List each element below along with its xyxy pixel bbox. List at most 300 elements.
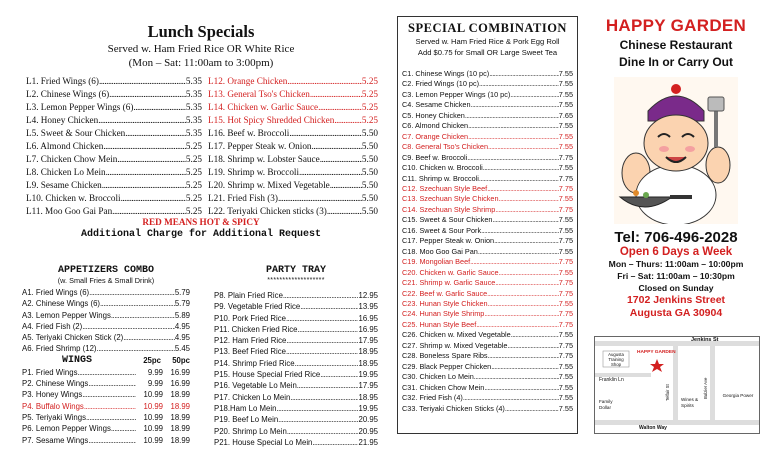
menu-item (214, 346, 378, 357)
menu-item-name: C21. Shrimp w. Garlic Sauce (402, 278, 496, 288)
menu-item-leader (133, 101, 186, 114)
menu-item-name: C10. Chicken w. Broccoli (402, 163, 483, 173)
dine-in-carry-out: Dine In or Carry Out (618, 55, 734, 69)
map-happy-garden: HAPPY GARDEN (637, 350, 676, 355)
menu-item-name: L12. Orange Chicken (208, 76, 288, 86)
menu-item-name: L11. Moo Goo Gai Pan (26, 206, 113, 216)
menu-item-name: A6. Fried Shrimp (12) (22, 344, 97, 354)
menu-item (402, 341, 573, 351)
menu-item-name: P21. House Special Lo Mein (214, 437, 313, 447)
map-franklin-ln: Franklin Ln (599, 377, 624, 383)
menu-item-leader (283, 290, 359, 301)
menu-item-leader (88, 435, 136, 446)
menu-item-price: 10.99 (143, 435, 163, 445)
menu-item (402, 362, 573, 372)
menu-item-leader (290, 392, 358, 403)
menu-item-price: 7.55 (558, 142, 573, 152)
open-days: Open 6 Days a Week (619, 246, 733, 258)
menu-item-name: L19. Shrimp w. Broccoli (208, 167, 300, 177)
special-combination-section (397, 16, 578, 434)
menu-item (208, 114, 378, 127)
menu-item-price: 7.55 (558, 163, 573, 173)
menu-item-price: 7.75 (558, 173, 573, 183)
menu-item (22, 310, 190, 321)
menu-item-name: L9. Sesame Chicken (26, 180, 102, 190)
menu-item (402, 194, 573, 204)
menu-item (402, 404, 573, 414)
menu-item (402, 351, 573, 361)
street-address: 1702 Jenkins Street (626, 294, 726, 306)
menu-item-name: C33. Teriyaki Chicken Sticks (4) (402, 403, 505, 413)
closed-sunday: Closed on Sunday (638, 283, 714, 293)
menu-item (402, 299, 573, 309)
menu-item-leader (510, 90, 559, 100)
menu-item-price: 10.99 (143, 401, 163, 411)
menu-item-name: P13. Beef Fried Rice (214, 347, 286, 357)
menu-item (214, 369, 378, 380)
menu-item-price: 7.55 (558, 382, 573, 392)
menu-item (208, 166, 378, 179)
brand-section (590, 16, 762, 320)
menu-item-name: P11. Chicken Fried Rice (214, 324, 298, 334)
menu-item (402, 69, 573, 79)
menu-item-leader (505, 404, 559, 414)
menu-item (208, 140, 378, 153)
menu-item (214, 313, 378, 324)
menu-item-leader (109, 88, 186, 101)
menu-item-leader (491, 362, 559, 372)
menu-item-price: 7.55 (558, 372, 573, 382)
menu-item (214, 335, 378, 346)
map-augusta-training: Augusta Training Shop (608, 352, 624, 367)
telephone: Tel: 706-496-2028 (614, 229, 738, 246)
menu-item-price: 5.89 (174, 310, 190, 320)
menu-item-leader (489, 69, 559, 79)
menu-item-price: 5.79 (174, 299, 190, 309)
menu-item-leader (492, 215, 558, 225)
menu-item-price: 7.55 (558, 393, 573, 403)
menu-item-leader (470, 257, 559, 267)
menu-item-price: 5.35 (185, 128, 202, 138)
appetizers-list (22, 287, 190, 355)
red-means-hot-note: RED MEANS HOT & SPICY (142, 217, 260, 227)
menu-item-leader (312, 140, 362, 153)
menu-item-name: P6. Lemon Pepper Wings (22, 424, 111, 434)
map-georgia-power: Georgia Power (722, 393, 754, 398)
menu-item-name: L15. Hot Spicy Shredded Chicken (208, 115, 335, 125)
menu-item-name: P14. Shrimp Fried Rice (214, 358, 295, 368)
menu-item-leader (111, 310, 175, 321)
menu-item-name: L1. Fried Wings (6) (26, 76, 99, 86)
menu-item-leader (318, 101, 362, 114)
menu-item-price: 5.50 (361, 154, 378, 164)
menu-item-leader (278, 192, 362, 205)
menu-item-price: 5.45 (174, 344, 190, 354)
menu-item-name: A3. Lemon Pepper Wings (22, 310, 111, 320)
menu-item (402, 320, 573, 330)
menu-item-price: 18.99 (170, 390, 190, 400)
menu-item-price: 7.75 (558, 309, 573, 319)
menu-item (402, 236, 573, 246)
menu-item-leader (463, 393, 559, 403)
menu-item (214, 437, 378, 448)
menu-item (22, 389, 190, 400)
menu-item-leader (103, 140, 186, 153)
menu-item-name: L8. Chicken Lo Mein (26, 167, 106, 177)
menu-item-name: A2. Chinese Wings (6) (22, 299, 100, 309)
menu-item-leader (102, 179, 186, 192)
menu-item-name: P16. Vegetable Lo Mein (214, 381, 297, 391)
menu-item-leader (97, 343, 175, 354)
menu-item (402, 163, 573, 173)
menu-item (402, 121, 573, 131)
menu-item (22, 321, 190, 332)
menu-item-name: P7. Sesame Wings (22, 435, 89, 445)
menu-item-leader (484, 383, 558, 393)
menu-item-price: 5.50 (361, 193, 378, 203)
menu-item (22, 435, 190, 446)
additional-charge-note: Additional Charge for Additional Request (80, 229, 322, 240)
menu-item-price: 7.75 (558, 351, 573, 361)
hours-mon-thu: Mon – Thurs: 11:00am – 10:00pm (608, 259, 744, 269)
menu-item (26, 179, 202, 192)
menu-item-name: C19. Mongolian Beef (402, 257, 471, 267)
menu-item-leader (286, 335, 358, 346)
menu-item-name: P12. Ham Fried Rice (214, 336, 287, 346)
menu-item-name: L22. Teriyaki Chicken sticks (3) (208, 206, 327, 216)
menu-item-name: P3. Honey Wings (22, 390, 83, 400)
menu-item-leader (121, 192, 186, 205)
menu-item-leader (98, 114, 186, 127)
special-served-with: Served w. Ham Fried Rice & Pork Egg Roll (415, 37, 560, 46)
menu-item-price: 7.55 (558, 194, 573, 204)
menu-item-price: 5.35 (185, 115, 202, 125)
wings-title: WINGS (61, 354, 92, 366)
menu-item-name: L14. Chicken w. Garlic Sauce (208, 102, 319, 112)
menu-item-leader (299, 166, 362, 179)
menu-item (402, 383, 573, 393)
menu-item-price: 10.99 (143, 390, 163, 400)
menu-item-leader (320, 369, 358, 380)
menu-item-leader (499, 194, 559, 204)
menu-item-name: C15. Sweet & Sour Chicken (402, 215, 493, 225)
hours-fri-sat: Fri – Sat: 11:00am – 10:30pm (617, 271, 735, 281)
menu-item-price: 17.95 (358, 381, 378, 391)
menu-item-leader (82, 321, 175, 332)
menu-item-price: 18.99 (170, 401, 190, 411)
menu-item-leader (334, 114, 362, 127)
menu-item-price: 7.75 (558, 278, 573, 288)
lunch-left-column (26, 75, 202, 218)
menu-item (22, 378, 190, 389)
menu-item-name: L5. Sweet & Sour Chicken (26, 128, 126, 138)
menu-item-price: 7.55 (558, 330, 573, 340)
menu-item-leader (99, 75, 186, 88)
special-title: SPECIAL COMBINATION (408, 21, 567, 35)
menu-item-name: P20. Shrimp Lo Mein (214, 426, 287, 436)
map-family-dollar: Family Dollar (599, 399, 613, 410)
menu-item-price: 5.25 (361, 102, 378, 112)
menu-item-leader (286, 346, 359, 357)
menu-item-price: 5.50 (361, 167, 378, 177)
menu-item (26, 166, 202, 179)
menu-item-name: A1. Fried Wings (6) (22, 288, 90, 297)
menu-item-price: 9.99 (147, 367, 163, 377)
menu-item-price: 7.55 (558, 225, 573, 235)
menu-item (402, 79, 573, 89)
menu-item-name: C1. Chinese Wings (10 pc) (402, 69, 490, 78)
menu-item (208, 101, 378, 114)
party-tray-title: PARTY TRAY (265, 265, 326, 276)
map-walton-way: Walton Way (639, 425, 667, 431)
menu-item-price: 7.75 (558, 319, 573, 329)
menu-item (26, 140, 202, 153)
menu-item-name: C7. Orange Chicken (402, 131, 469, 141)
wings-25pc-label: 25pc (143, 355, 161, 365)
menu-item (26, 114, 202, 127)
menu-item (26, 192, 202, 205)
menu-item-price: 7.55 (558, 246, 573, 256)
menu-item-price: 20.95 (358, 415, 378, 425)
menu-item-name: L21. Fried Fish (3) (208, 193, 278, 203)
menu-item-name: L17. Pepper Steak w. Onion (208, 141, 312, 151)
menu-item-price: 7.75 (558, 204, 573, 214)
menu-item (402, 100, 573, 110)
menu-item-name: L6. Almond Chicken (26, 141, 104, 151)
lunch-served-with: Served w. Ham Fried Rice OR White Rice (107, 43, 295, 55)
menu-item (208, 88, 378, 101)
menu-item (402, 247, 573, 257)
menu-item-price: 7.75 (558, 257, 573, 267)
menu-item-leader (297, 380, 359, 391)
menu-item (402, 226, 573, 236)
menu-item (402, 184, 573, 194)
menu-item (22, 367, 190, 378)
menu-item-price: 5.50 (361, 180, 378, 190)
menu-item-name: C8. General Tso's Chicken (402, 142, 489, 152)
menu-item-price: 16.99 (170, 379, 190, 389)
menu-item-price: 7.75 (558, 152, 573, 162)
menu-item-leader (310, 88, 362, 101)
menu-item-name: A4. Fried Fish (2) (22, 321, 83, 331)
menu-item-leader (495, 278, 559, 288)
menu-item-price: 5.50 (361, 128, 378, 138)
menu-item-price: 20.95 (358, 426, 378, 436)
menu-item-leader (494, 236, 559, 246)
menu-item-leader (465, 111, 559, 121)
menu-item-price: 10.99 (143, 424, 163, 434)
menu-item-leader (125, 127, 186, 140)
special-combination-list (402, 69, 573, 414)
menu-item-price: 7.55 (558, 403, 573, 413)
menu-item-name: L7. Chicken Chow Mein (26, 154, 118, 164)
menu-item-price: 17.95 (358, 336, 378, 346)
menu-item-leader (478, 247, 559, 257)
menu-item (402, 90, 573, 100)
menu-item-price: 4.95 (174, 333, 190, 343)
menu-item-leader (88, 378, 136, 389)
menu-item-price: 19.95 (358, 370, 378, 380)
menu-item-price: 5.25 (361, 89, 378, 99)
menu-item (402, 330, 573, 340)
menu-item-name: P8. Plain Fried Rice (214, 291, 283, 300)
menu-item-name: P15. House Special Fried Rice (214, 370, 321, 380)
menu-item-leader (511, 330, 559, 340)
menu-item-name: C17. Pepper Steak w. Onion (402, 236, 495, 246)
menu-item-leader (330, 179, 362, 192)
lunch-title: Lunch Specials (147, 22, 255, 41)
map-wines-spirits: Wines & Spirits (681, 397, 699, 408)
menu-item-price: 7.55 (558, 121, 573, 131)
menu-item (402, 153, 573, 163)
lunch-specials-section (26, 22, 376, 218)
menu-item-name: C22. Beef w. Garlic Sauce (402, 288, 488, 298)
menu-item-leader (481, 226, 559, 236)
menu-item-price: 5.25 (185, 141, 202, 151)
menu-item-price: 5.50 (361, 141, 378, 151)
menu-item-name: L10. Chicken w. Broccoli (26, 193, 121, 203)
spicy-note (26, 217, 376, 240)
menu-item-leader (77, 367, 136, 378)
menu-item-price: 5.25 (185, 180, 202, 190)
menu-item (402, 257, 573, 267)
menu-item (22, 423, 190, 434)
menu-item (22, 332, 190, 343)
menu-item-leader (86, 412, 136, 423)
menu-item-price: 18.95 (358, 358, 378, 368)
menu-item-name: C5. Honey Chicken (402, 110, 465, 120)
menu-item-price: 7.65 (558, 110, 573, 120)
menu-item-leader (300, 301, 358, 312)
menu-item (26, 153, 202, 166)
menu-item-price: 21.95 (358, 437, 378, 447)
menu-item-name: C4. Sesame Chicken (402, 100, 471, 110)
menu-item-name: C31. Chicken Chow Mein (402, 382, 485, 392)
menu-item-leader (479, 174, 559, 184)
menu-item-name: P17. Chicken Lo Mein (214, 392, 291, 402)
appetizers-subtitle: (w. Small Fries & Small Drink) (57, 276, 155, 285)
menu-item (208, 179, 378, 192)
menu-item-price: 18.99 (170, 435, 190, 445)
menu-item-price: 5.25 (361, 76, 378, 86)
map-bolzier-ave: Bolzier Ave (703, 377, 708, 399)
menu-item-leader (488, 299, 559, 309)
menu-item-name: L20. Shrimp w. Mixed Vegetable (208, 180, 330, 190)
menu-item-name: C18. Moo Goo Gai Pan (402, 246, 478, 256)
menu-item-name: C26. Chicken w. Mixed Vegetable (402, 330, 511, 340)
menu-item (214, 426, 378, 437)
menu-item-leader (287, 75, 362, 88)
menu-item-price: 7.55 (558, 100, 573, 110)
menu-item-leader (82, 389, 136, 400)
menu-item-price: 5.35 (185, 89, 202, 99)
menu-item-name: C29. Black Pepper Chicken (402, 361, 492, 371)
menu-item-leader (320, 153, 362, 166)
menu-item-price: 7.55 (558, 89, 573, 99)
menu-item (22, 412, 190, 423)
menu-item-price: 16.99 (170, 367, 190, 377)
menu-item (214, 380, 378, 391)
menu-item (208, 153, 378, 166)
menu-item-price: 4.95 (174, 321, 190, 331)
menu-item-price: 7.55 (558, 361, 573, 371)
menu-item-name: C24. Hunan Style Shrimp (402, 309, 485, 319)
menu-item (402, 268, 573, 278)
menu-item (214, 301, 378, 312)
location-map (594, 336, 760, 434)
menu-item-leader (84, 401, 136, 412)
menu-item-price: 18.95 (358, 347, 378, 357)
menu-item-leader (295, 358, 359, 369)
menu-item-leader (479, 79, 559, 89)
city-address: Augusta GA 30904 (629, 307, 723, 319)
menu-item-name: L16. Beef w. Broccoli (208, 128, 290, 138)
menu-item-name: C16. Sweet & Sour Pork (402, 225, 482, 235)
menu-item (22, 343, 190, 354)
menu-item-price: 5.35 (185, 76, 202, 86)
menu-item-price: 7.55 (558, 131, 573, 141)
menu-item-name: P9. Vegetable Fried Rice (214, 302, 301, 312)
appetizers-title: APPETIZERS COMBO (57, 265, 154, 276)
menu-item-leader (468, 132, 559, 142)
menu-item (214, 358, 378, 369)
wings-header (22, 355, 190, 367)
menu-item-name: C2. Fried Wings (10 pc) (402, 79, 480, 89)
menu-item-leader (276, 403, 358, 414)
menu-item-price: 7.55 (558, 267, 573, 277)
menu-item-leader (117, 153, 186, 166)
menu-item-name: C28. Boneless Spare Ribs (402, 351, 488, 361)
menu-item-price: 5.25 (185, 167, 202, 177)
menu-item-name: P18.Ham Lo Mein (214, 403, 277, 413)
restaurant-name: HAPPY GARDEN (605, 16, 747, 35)
menu-item-price: 9.99 (147, 379, 163, 389)
menu-item (402, 111, 573, 121)
party-tray-list (214, 290, 378, 448)
menu-item (214, 392, 378, 403)
special-tea-note: Add $0.75 for Small OR Large Sweet Tea (417, 48, 558, 57)
menu-item-price: 7.55 (558, 79, 573, 89)
menu-item-leader (111, 423, 136, 434)
menu-item-price: 5.25 (361, 115, 378, 125)
menu-item-leader (289, 127, 362, 140)
party-tray-section (214, 265, 378, 448)
menu-item-name: C9. Beef w. Broccoli (402, 152, 468, 162)
menu-item-price: 7.75 (558, 236, 573, 246)
menu-item-price: 5.35 (185, 102, 202, 112)
menu-item-name: C23. Hunan Style Chicken (402, 298, 488, 308)
menu-item (402, 289, 573, 299)
menu-item-price: 18.99 (170, 424, 190, 434)
menu-item-name: C12. Szechuan Style Beef (402, 183, 488, 193)
menu-item-name: C11. Shrimp w. Broccoli (402, 173, 479, 183)
menu-item-name: P5. Teriyaki Wings (22, 412, 86, 422)
lunch-hours: (Mon – Sat: 11:00am to 3:00pm) (128, 57, 274, 69)
menu-item-leader (89, 287, 175, 298)
menu-item (22, 401, 190, 412)
menu-item-leader (495, 205, 559, 215)
menu-item-price: 10.99 (143, 412, 163, 422)
menu-item-leader (488, 351, 559, 361)
menu-item-name: L4. Honey Chicken (26, 115, 99, 125)
menu-item-name: L13. General Tso's Chicken (208, 89, 310, 99)
menu-item-leader (484, 309, 558, 319)
menu-item-name: C20. Chicken w. Garlic Sauce (402, 267, 499, 277)
menu-item-leader (100, 298, 175, 309)
menu-item (208, 192, 378, 205)
menu-item-name: C27. Shrimp w. Mixed Vegetable (402, 340, 508, 350)
menu-item (402, 132, 573, 142)
